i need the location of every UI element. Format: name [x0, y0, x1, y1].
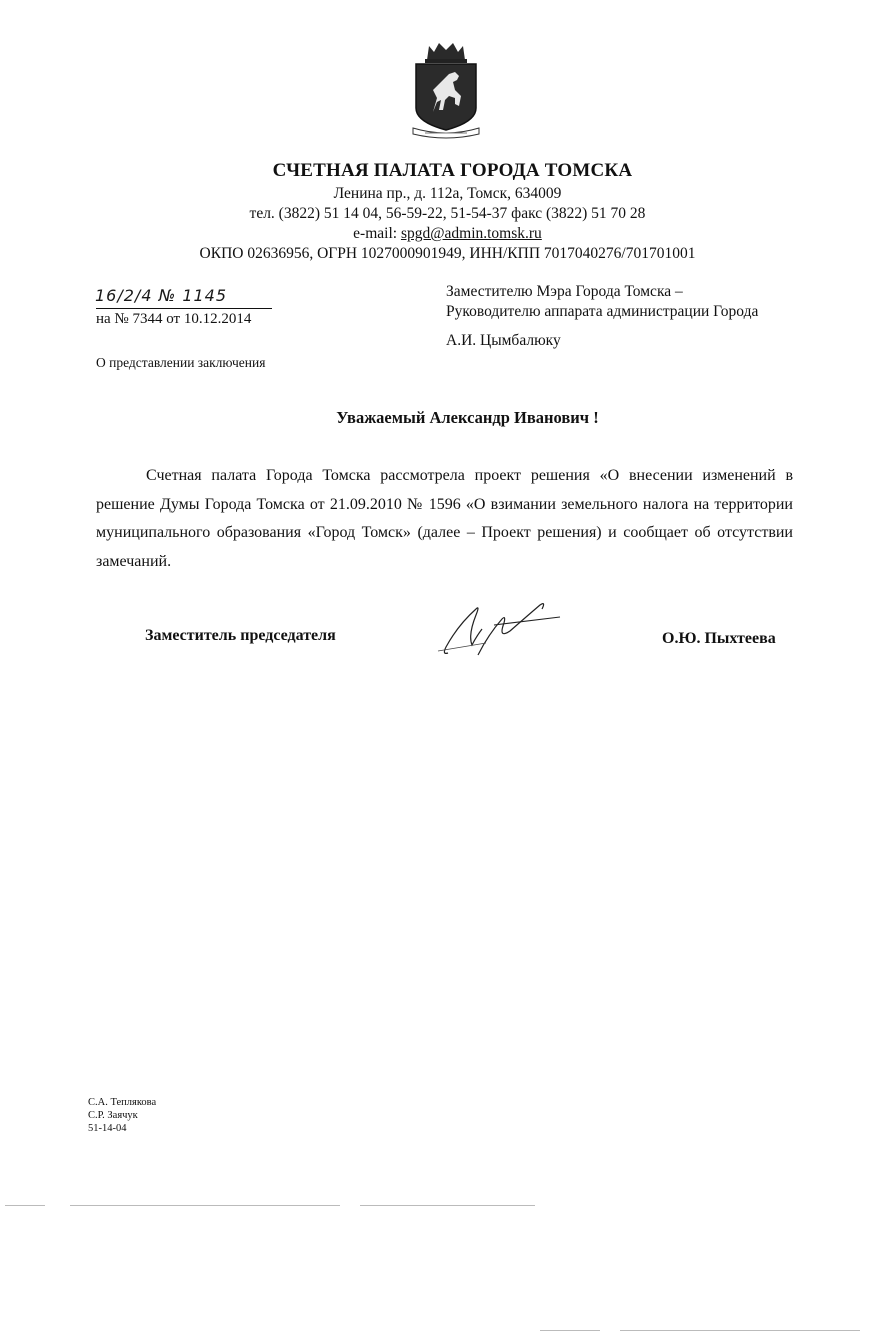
addressee-position-line2: Руководителю аппарата администрации Города: [446, 303, 759, 320]
organization-codes: ОКПО 02636956, ОГРН 1027000901949, ИНН/КПП 7017040276/701701001: [199, 245, 696, 262]
executor-phone: 51-14-04: [88, 1123, 127, 1134]
letter-body: Счетная палата Города Томска рассмотрела проект решения «О внесении изменений в решение Думы Города Томска от 21.09.2010 № 1596 «О взимании земельного налога на территории муниципального образования «Город Томск» (далее – Проект решения) и сообщает об отсутствии замечаний.: [96, 467, 793, 570]
organization-address: Ленина пр., д. 112а, Томск, 634009: [333, 185, 562, 202]
letter-subject: О представлении заключения: [96, 355, 266, 370]
email-link[interactable]: spgd@admin.tomsk.ru: [400, 225, 542, 242]
coat-of-arms-emblem: [403, 40, 489, 140]
scan-artifact-line: [620, 1330, 860, 1331]
scan-artifact-line: [540, 1330, 600, 1331]
outgoing-number-handwritten: 16/2/4 № 1145: [95, 286, 228, 305]
executor-name-2: С.Р. Заячук: [88, 1110, 138, 1121]
addressee-name: А.И. Цымбалюку: [446, 332, 561, 349]
organization-email-line: [0, 225, 875, 243]
reference-number: на № 7344 от 10.12.2014: [96, 311, 252, 327]
outgoing-number-underline: [96, 308, 272, 309]
addressee-position-line1: Заместителю Мэра Города Томска –: [446, 283, 683, 300]
email-label: e-mail:: [353, 225, 401, 242]
handwritten-signature: [436, 595, 571, 660]
signatory-position: Заместитель председателя: [145, 627, 336, 644]
executor-name-1: С.А. Теплякова: [88, 1097, 157, 1108]
scan-artifact-line: [70, 1205, 340, 1206]
organization-title: СЧЕТНАЯ ПАЛАТА ГОРОДА ТОМСКА: [272, 160, 633, 181]
signatory-name: О.Ю. Пыхтеева: [662, 630, 776, 647]
salutation: Уважаемый Александр Иванович !: [336, 408, 599, 427]
organization-phones: тел. (3822) 51 14 04, 56-59-22, 51-54-37 факс (3822) 51 70 28: [249, 205, 646, 222]
scan-artifact-line: [360, 1205, 535, 1206]
scan-artifact-line: [5, 1205, 45, 1206]
